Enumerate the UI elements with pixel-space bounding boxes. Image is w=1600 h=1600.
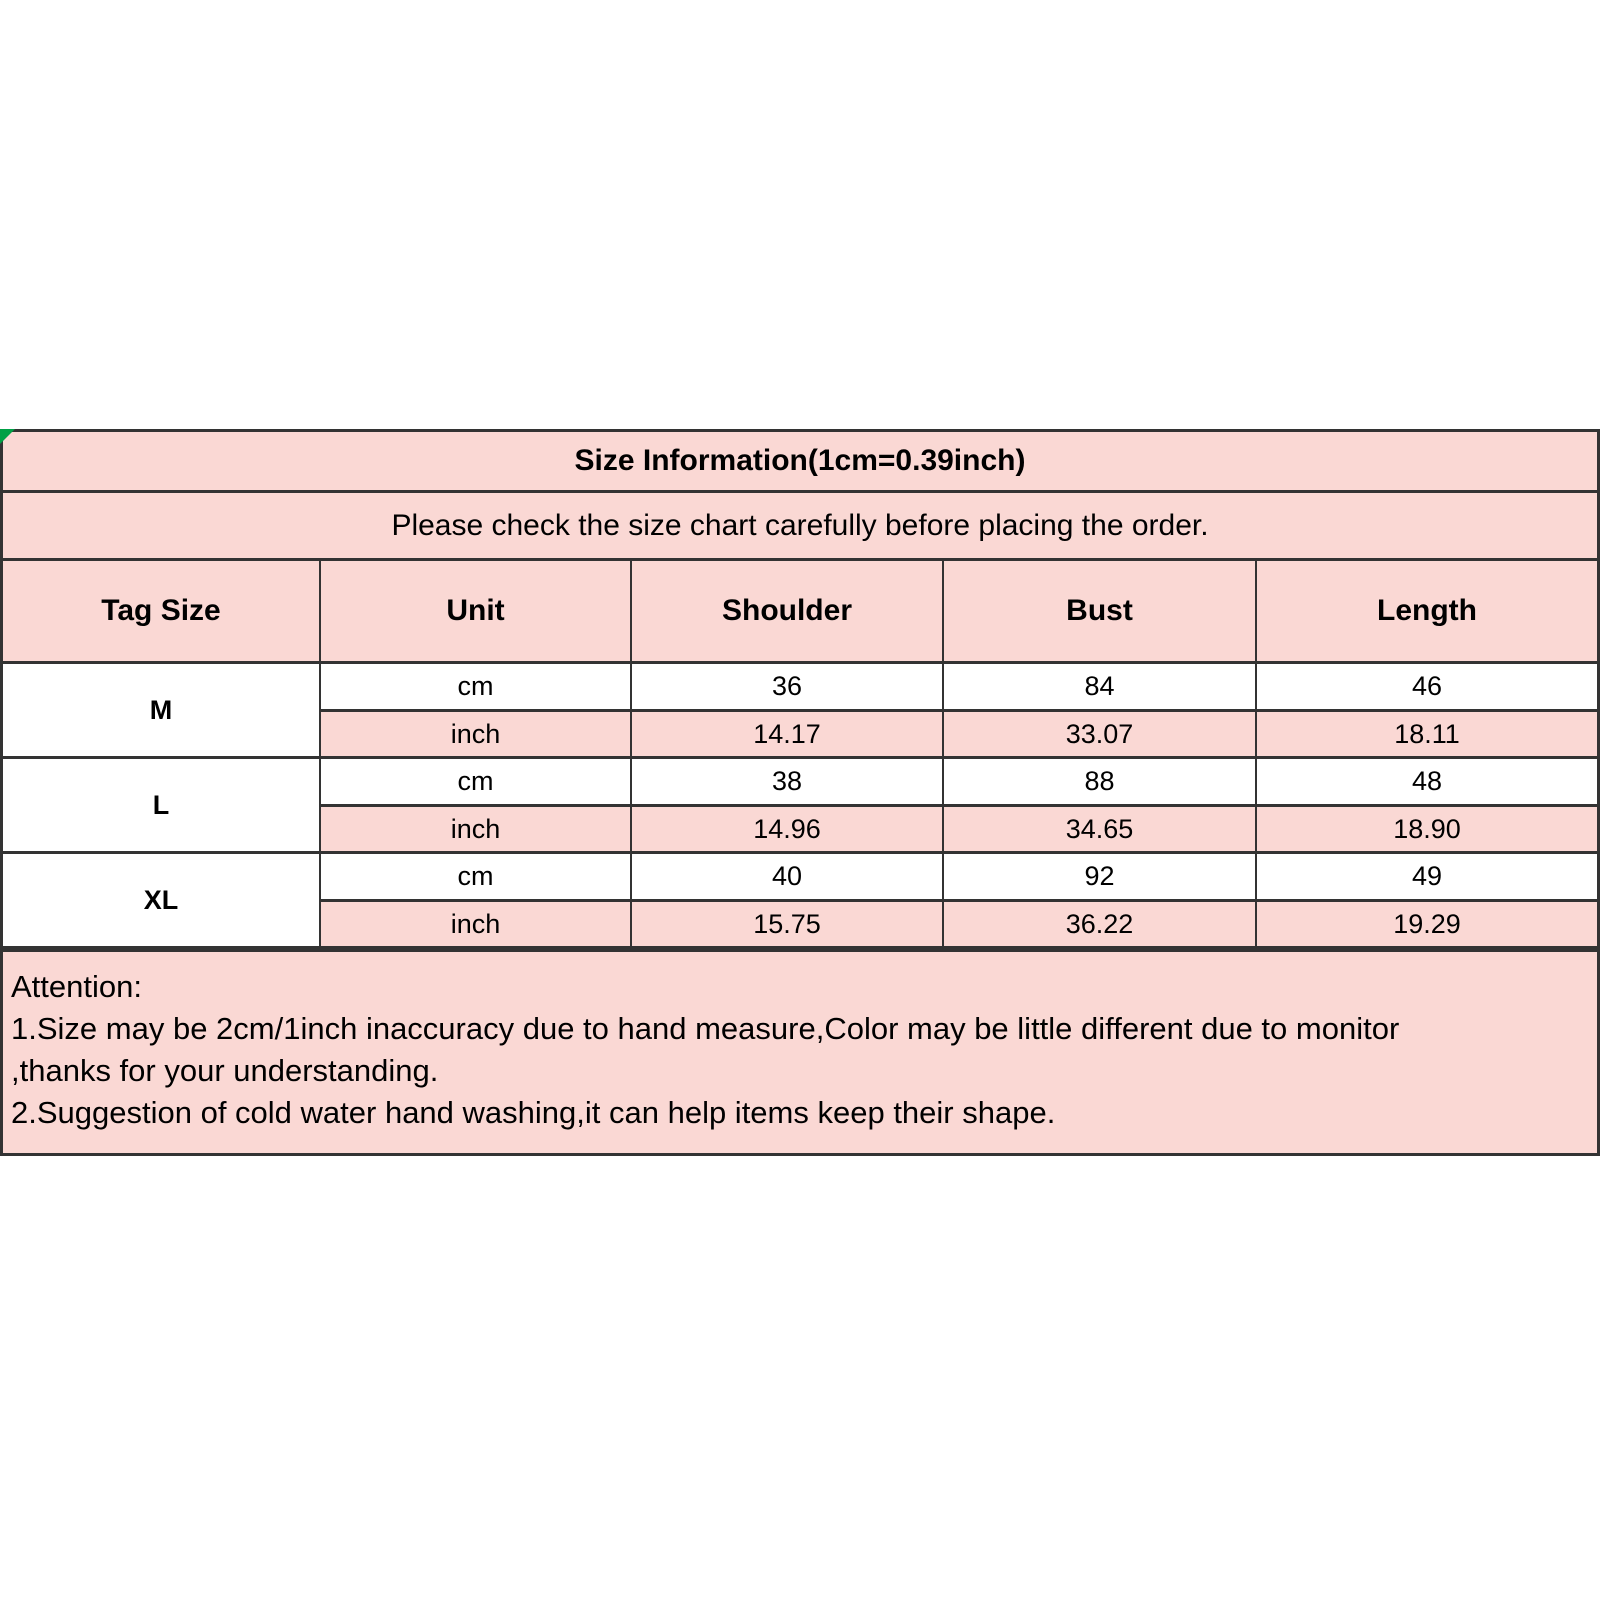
green-corner-marker-icon (0, 429, 15, 444)
value-m-cm-shoulder: 36 (631, 663, 943, 711)
unit-label-inch: inch (320, 806, 631, 853)
tag-size-m: M (3, 663, 320, 758)
unit-label-inch: inch (320, 711, 631, 758)
value-l-inch-bust: 34.65 (943, 806, 1256, 853)
value-m-inch-bust: 33.07 (943, 711, 1256, 758)
value-l-inch-shoulder: 14.96 (631, 806, 943, 853)
value-xl-cm-bust: 92 (943, 853, 1256, 901)
value-m-cm-length: 46 (1256, 663, 1597, 711)
value-xl-inch-bust: 36.22 (943, 901, 1256, 948)
table-header-row (3, 560, 1597, 663)
attention-line-2: ,thanks for your understanding. (11, 1053, 439, 1088)
column-header-length: Length (1256, 560, 1597, 663)
table-row (3, 492, 1597, 560)
column-header-tag-size: Tag Size (3, 560, 320, 663)
attention-note (3, 949, 1597, 1153)
unit-label-inch: inch (320, 901, 631, 948)
column-header-shoulder: Shoulder (631, 560, 943, 663)
table-row (3, 432, 1597, 492)
page-title: Size Information(1cm=0.39inch) (574, 444, 1026, 477)
column-header-bust: Bust (943, 560, 1256, 663)
value-xl-inch-length: 19.29 (1256, 901, 1597, 948)
value-m-cm-bust: 84 (943, 663, 1256, 711)
value-xl-inch-shoulder: 15.75 (631, 901, 943, 948)
value-m-inch-shoulder: 14.17 (631, 711, 943, 758)
value-l-inch-length: 18.90 (1256, 806, 1597, 853)
tag-size-l: L (3, 758, 320, 853)
value-l-cm-bust: 88 (943, 758, 1256, 806)
tag-size-xl: XL (3, 853, 320, 948)
value-xl-cm-length: 49 (1256, 853, 1597, 901)
value-l-cm-length: 48 (1256, 758, 1597, 806)
attention-line-3: 2.Suggestion of cold water hand washing,it can help items keep their shape. (11, 1095, 1056, 1130)
attention-heading: Attention: (11, 969, 142, 1004)
table-row (3, 663, 1597, 711)
unit-label-cm: cm (320, 853, 631, 901)
table-row (3, 758, 1597, 806)
size-chart-subtitle: Please check the size chart carefully before placing the order. (391, 508, 1209, 542)
value-xl-cm-shoulder: 40 (631, 853, 943, 901)
size-table (3, 432, 1597, 949)
unit-label-cm: cm (320, 663, 631, 711)
attention-line-1: 1.Size may be 2cm/1inch inaccuracy due to hand measure,Color may be little different due to monitor (11, 1011, 1400, 1046)
size-chart-panel (0, 429, 1600, 1156)
value-l-cm-shoulder: 38 (631, 758, 943, 806)
column-header-unit: Unit (320, 560, 631, 663)
value-m-inch-length: 18.11 (1256, 711, 1597, 758)
table-row (3, 853, 1597, 901)
unit-label-cm: cm (320, 758, 631, 806)
